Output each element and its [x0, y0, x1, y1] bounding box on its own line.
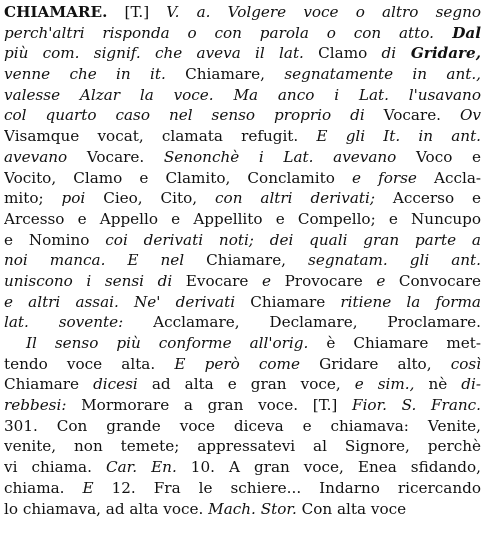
text-line [4, 478, 481, 499]
text-segment: Accerso e [375, 189, 481, 208]
italic-text: poi [61, 189, 86, 208]
text-line [4, 250, 481, 271]
italic-text: e sim., [354, 375, 415, 394]
italic-text: di- [461, 375, 481, 394]
text-line [4, 43, 481, 64]
text-line [4, 395, 481, 416]
italic-text: Car. En. [105, 458, 177, 477]
text-line [4, 374, 481, 395]
text-line [4, 64, 481, 85]
text-line [4, 230, 481, 251]
italic-text: e [262, 271, 271, 290]
italic-text: segnatam. gli ant. [308, 251, 481, 270]
text-segment: 12. Fra le schiere... Indarno ricercando [93, 478, 481, 497]
italic-text: Gridare, [396, 44, 481, 63]
italic-text: coi derivati noti; dei quali gran parte a [105, 230, 481, 249]
text-segment: chiama. [4, 478, 83, 497]
text-segment: Chiamare [4, 375, 94, 394]
text-line [4, 457, 481, 478]
italic-text: Mach. Stor. [208, 499, 297, 518]
italic-text: e [376, 271, 386, 290]
text-line [4, 436, 481, 457]
text-line [4, 333, 481, 354]
italic-text: più com. signif. che aveva il lat. [4, 44, 304, 63]
text-segment: ad alta e gran voce, [137, 375, 355, 394]
italic-text: con altri derivati; [215, 189, 375, 208]
text-segment: 301. Con grande voce diceva e chiamava: Venite, [4, 416, 481, 435]
text-line [4, 499, 481, 520]
text-segment: Vocare. [364, 106, 460, 125]
italic-text: rebbesi: [4, 396, 67, 415]
text-segment: 10. A gran voce, Enea sfidando, [176, 458, 481, 477]
italic-text: valesse Alzar la voce. Ma anco i Lat. l'usavano [4, 85, 481, 104]
italic-text: dicesi [93, 375, 138, 394]
text-line [4, 292, 481, 313]
italic-text: uniscono i sensi di [4, 271, 173, 290]
italic-text: e altri assai. Ne' derivati [4, 292, 236, 311]
text-segment: Cieo, Cito, [85, 189, 216, 208]
text-segment: Visamque vocat, clamata refugit. [4, 127, 299, 146]
text-line [4, 209, 481, 230]
text-segment: vi chiama. [4, 458, 106, 477]
italic-text: di [381, 44, 397, 63]
italic-text: avevano [4, 147, 68, 166]
italic-text: V. a. [166, 3, 211, 21]
italic-text: e forse [352, 168, 417, 187]
text-segment: venite, non temete; appressatevi al Signore, perchè [4, 437, 481, 456]
italic-text: Senonchè i Lat. avevano [163, 147, 397, 166]
text-segment: Provocare [271, 271, 377, 290]
text-segment: Mormorare a gran voce. [T.] [66, 396, 353, 415]
text-segment: è Chiamare met- [308, 334, 481, 352]
italic-text: venne che in it. [4, 65, 166, 84]
text-segment: Accla- [416, 168, 481, 187]
text-line [4, 2, 481, 23]
italic-text: così [450, 354, 481, 373]
text-segment: Chiamare, [165, 65, 285, 84]
italic-text: lat. sovente: [4, 313, 124, 332]
text-segment: Voco e [396, 147, 481, 166]
text-segment: mito; [4, 189, 62, 208]
text-segment: Chiamare [235, 292, 341, 311]
italic-text: col quarto caso nel senso proprio di [4, 106, 365, 125]
text-segment: [T.] [107, 3, 167, 21]
italic-text: E gli It. in ant. [298, 127, 481, 146]
text-segment: nè [414, 375, 462, 394]
italic-text: Dal [433, 23, 481, 42]
text-segment: Acclamare, Declamare, Proclamare. [123, 313, 481, 332]
text-segment: e Nomino [4, 230, 106, 249]
text-segment: Convocare [385, 271, 481, 290]
text-segment: Clamo [303, 44, 382, 63]
text-line [4, 105, 481, 126]
italic-text: Ov [459, 106, 481, 125]
italic-text: ritiene la forma [340, 292, 481, 311]
text-segment: Chiamare, [184, 251, 309, 270]
text-segment: Arcesso e Appello e Appellito e Compello; e Nuncupo [4, 209, 481, 228]
text-segment: Vocare. [67, 147, 164, 166]
headword: CHIAMARE. [4, 3, 108, 21]
text-segment: Gridare alto, [299, 354, 451, 373]
text-segment: Vocito, Clamo e Clamito, Conclamito [4, 168, 352, 187]
text-line [4, 126, 481, 147]
text-line [4, 188, 481, 209]
italic-text: segnatamente in ant., [284, 65, 481, 84]
text-segment: tendo voce alta. [4, 354, 175, 373]
text-line [4, 23, 481, 44]
italic-text: Fior. S. Franc. [352, 396, 481, 415]
text-line [4, 312, 481, 333]
italic-text: E [82, 478, 94, 497]
text-segment: Evocare [172, 271, 262, 290]
text-line [4, 85, 481, 106]
text-segment: lo chiamava, ad alta voce. [4, 499, 209, 518]
text-line [4, 416, 481, 437]
italic-text: perch'altri risponda o con parola o con atto. [4, 23, 434, 42]
text-line [4, 147, 481, 168]
text-line [4, 354, 481, 375]
text-line [4, 168, 481, 189]
italic-text: Il senso più conforme all'orig. [26, 334, 309, 352]
italic-text: E però come [174, 354, 300, 373]
text-segment: Con alta voce [296, 499, 407, 518]
italic-text: Volgere voce o altro segno [210, 3, 481, 21]
text-line [4, 271, 481, 292]
italic-text: noi manca. E nel [4, 251, 185, 270]
